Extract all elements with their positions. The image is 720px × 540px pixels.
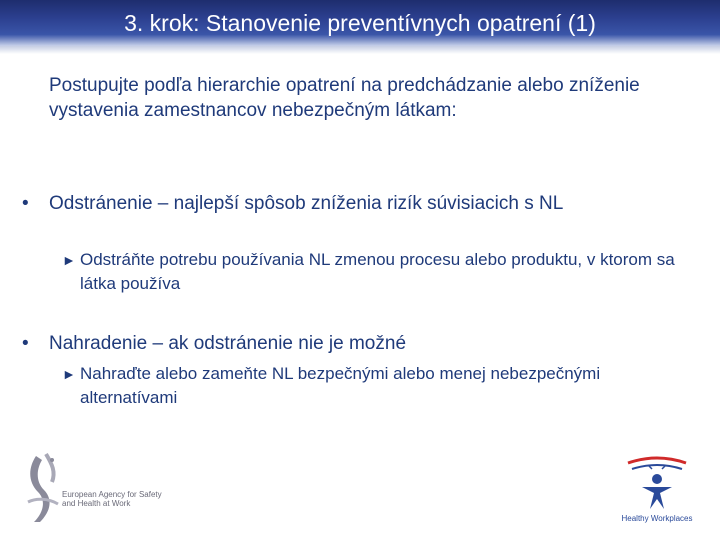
arrow-icon: ► [62,252,76,268]
healthy-workplaces-logo-icon [618,455,696,511]
bullet-text: Nahradenie – ak odstránenie nie je možné [49,333,407,354]
sub-bullet-text: Nahraďte alebo zameňte NL bezpečnými alebo menej nebezpečnými alternatívami [80,364,601,407]
intro-text: Postupujte podľa hierarchie opatrení na predchádzanie alebo zníženie vystavenia zamestnancov nebezpečným látkam: [49,75,640,121]
arrow-icon: ► [62,366,76,382]
bullet-marker: • [22,193,29,214]
healthy-workplaces-label: Healthy Workplaces [621,514,693,523]
sub-bullet-text: Odstráňte potrebu používania NL zmenou procesu alebo produktu, v ktorom sa látka používa [80,250,675,293]
bullet-marker: • [22,333,29,354]
title-bar-fade [0,46,720,54]
bullet-text: Odstránenie – najlepší spôsob zníženia rizík súvisiacich s NL [49,193,564,214]
page-title: 3. krok: Stanovenie preventívnych opatrení (1) [124,10,596,36]
eu-osha-logo-text: European Agency for Safety and Health at Work [62,490,162,508]
eu-osha-logo-icon [22,452,162,524]
